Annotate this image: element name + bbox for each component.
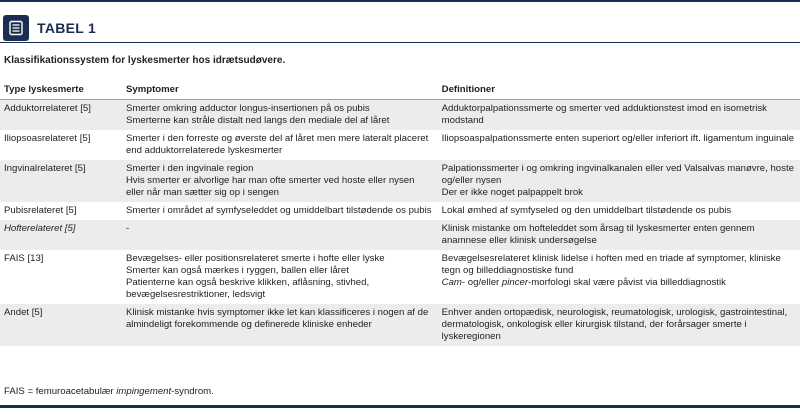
symptom-line: Klinisk mistanke hvis symptomer ikke let kan klassificeres i nogen af de <box>125 307 429 318</box>
symptom-line: Smerter omkring adductor longus-insertionen på os pubis <box>125 103 370 114</box>
definitions-cell <box>438 202 800 220</box>
type-label: Hofterelateret [5] <box>4 223 76 234</box>
definitions-cell <box>438 250 800 304</box>
symptom-line: Smerter kan også mærkes i ryggen, ballen eller låret <box>125 265 349 276</box>
table-row <box>0 250 800 304</box>
classification-table <box>0 80 800 346</box>
table-row <box>0 130 800 160</box>
column-header-symptoms: Symptomer <box>122 80 438 100</box>
definition-text: Adduktorpalpationssmerte og smerter ved adduktionstest imod en isometrisk modstand <box>441 103 767 126</box>
type-cell: FAIS [13] <box>0 250 122 304</box>
definition-text: Palpationssmerter i og omkring ingvinalkanalen eller ved Valsalvas manøvre, hoste og/eller nysen <box>441 163 794 186</box>
footnote-abbr: FAIS = femuroacetabulær <box>4 386 117 397</box>
morphology-text: -morfologi skal være påvist via billeddiagnostik <box>528 277 726 288</box>
table-row <box>0 160 800 202</box>
definition-text: Klinisk mistanke om hofteleddet som årsag til lyskesmerter enten gennem anamnese eller klinisk undersøgelse <box>441 223 755 246</box>
definitions-cell <box>438 304 800 346</box>
bottom-band <box>0 405 800 408</box>
definition-text: Der er ikke noget palpappelt brok <box>441 187 583 198</box>
cam-term: Cam <box>441 277 462 288</box>
symptom-line: end adduktorrelaterede lyskesmerter <box>125 145 283 156</box>
table-row <box>0 304 800 346</box>
symptom-line: eller når man sætter sig op i sengen <box>125 187 280 198</box>
top-band <box>0 0 800 2</box>
definitions-cell <box>438 160 800 202</box>
header-rule <box>0 42 800 43</box>
table-icon <box>3 15 29 41</box>
symptom-line: Patienterne kan også beskrive klikken, aflåsning, stivhed, <box>125 277 370 288</box>
definition-text: Enhver anden ortopædisk, neurologisk, reumatologisk, urologisk, gastrointestinal, dermatologisk, onkologisk eller kirurgisk tilstand, der forårsager smerte i lyskeregionen <box>441 307 788 342</box>
definition-text: Iliopsoaspalpationssmerte enten superiort og/eller inferiort ift. ligamentum inguinale <box>441 133 795 144</box>
symptoms-cell <box>122 130 438 160</box>
symptom-line: Smerterne kan stråle distalt ned langs den mediale del af låret <box>125 115 390 126</box>
symptoms-cell <box>122 250 438 304</box>
definitions-cell <box>438 130 800 160</box>
symptom-line: Bevægelses- eller positionsrelateret smerte i hofte eller lyske <box>125 253 385 264</box>
definitions-cell <box>438 100 800 131</box>
symptoms-cell <box>122 202 438 220</box>
table-title: TABEL 1 <box>37 20 97 36</box>
symptoms-cell <box>122 100 438 131</box>
table-header <box>0 14 96 42</box>
type-cell: Andet [5] <box>0 304 122 346</box>
definition-text: Bevægelsesrelateret klinisk lidelse i hoften med en triade af symptomer, kliniske tegn og billeddiagnostiske fund <box>441 253 781 276</box>
symptoms-cell <box>122 160 438 202</box>
type-cell <box>0 220 122 250</box>
footnote <box>4 386 214 397</box>
definitions-cell <box>438 220 800 250</box>
table-row <box>0 220 800 250</box>
symptom-line: Smerter i den forreste og øverste del af låret men mere lateralt placeret <box>125 133 429 144</box>
table-header-row <box>0 80 800 100</box>
symptom-line: Smerter i området af symfyseleddet og umiddelbart tilstødende os pubis <box>125 205 432 216</box>
symptom-line: Smerter i den ingvinale region <box>125 163 254 174</box>
type-cell: Iliopsoasrelateret [5] <box>0 130 122 160</box>
symptoms-cell <box>122 304 438 346</box>
symptom-line: bevægelsesrestriktioner, ledsvigt <box>125 289 266 300</box>
footnote-italic: impingement <box>116 386 172 397</box>
column-header-type: Type lyskesmerte <box>0 80 122 100</box>
type-cell: Pubisrelateret [5] <box>0 202 122 220</box>
table-row <box>0 202 800 220</box>
table-caption: Klassifikationssystem for lyskesmerter hos idrætsudøvere. <box>4 55 286 66</box>
symptoms-cell <box>122 220 438 250</box>
symptom-line: - <box>125 223 130 234</box>
pincer-term: pincer <box>501 277 529 288</box>
type-cell: Ingvinalrelateret [5] <box>0 160 122 202</box>
symptom-line: almindeligt forekommende og definerede kliniske enheder <box>125 319 372 330</box>
definition-text: Lokal ømhed af symfyseled og den umiddelbart tilstødende os pubis <box>441 205 732 216</box>
table-row <box>0 100 800 131</box>
type-cell: Adduktorrelateret [5] <box>0 100 122 131</box>
definition-text-morphology <box>442 277 796 289</box>
connector-text: - og/eller <box>461 277 502 288</box>
footnote-rest: -syndrom. <box>171 386 214 397</box>
column-header-definitions: Definitioner <box>438 80 800 100</box>
symptom-line: Hvis smerter er alvorlige har man ofte smerter ved hoste eller nysen <box>125 175 415 186</box>
